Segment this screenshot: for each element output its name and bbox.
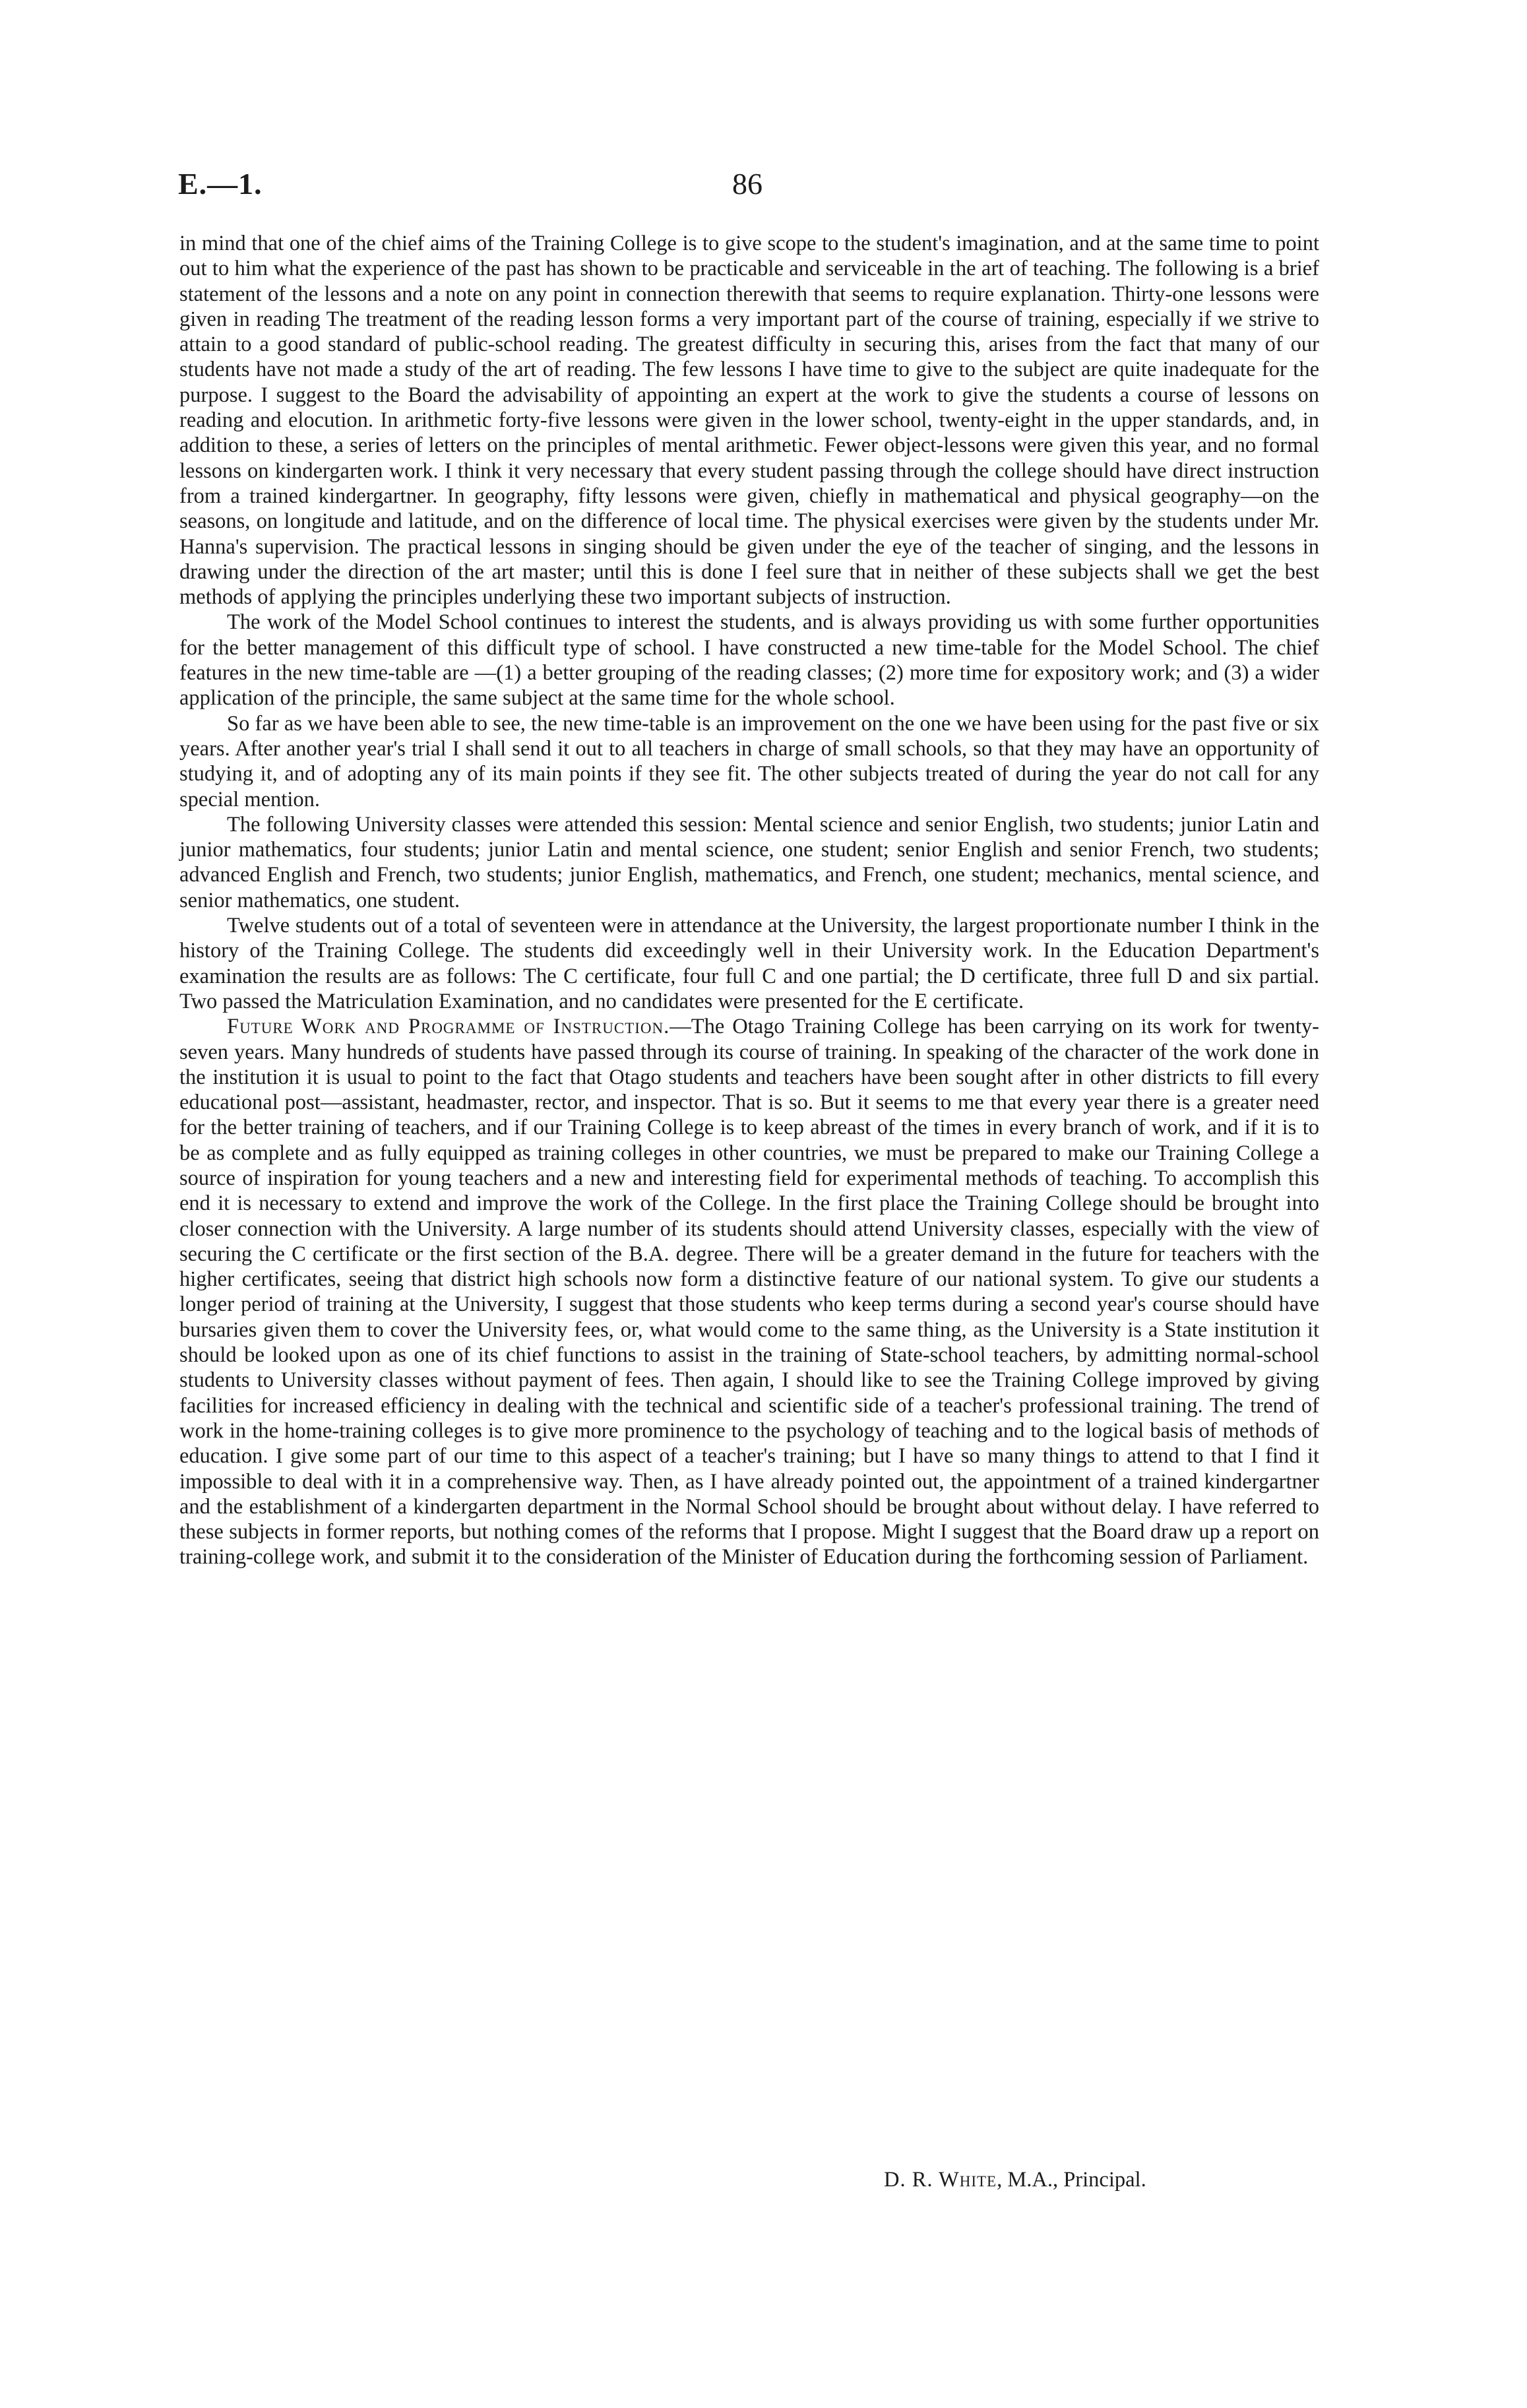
paragraph-time-table: So far as we have been able to see, the new time-table is an improvement on the one we have been using for the past five or six years. After another year's trial I shall send it out to all teachers in charge of small schools, so that they may have an opportunity of studying it, and of adopting any of its main points if they see fit. The other subjects treated of during the year do not call for any special mention. xyxy=(179,711,1319,811)
paragraph-future-work xyxy=(179,1014,1319,1570)
signature-line xyxy=(884,2168,1146,2192)
paragraph-lessons: in mind that one of the chief aims of the Training College is to give scope to the student's imagination, and at the same time to point out to him what the experience of the past has shown to be practicable and serviceable in the art of teaching. The following is a brief statement of the lessons and a note on any point in connection therewith that seems to require explanation. Thirty-one lessons were given in reading The treatment of the reading lesson forms a very important part of the course of training, especially if we strive to attain to a good standard of public-school reading. The greatest difficulty in securing this, arises from the fact that many of our students have not made a study of the art of reading. The few lessons I have time to give to the subject are quite inadequate for the purpose. I suggest to the Board the advisability of appointing an expert at the work to give the students a course of lessons on reading and elocution. In arithmetic forty-five lessons were given in the lower school, twenty-eight in the upper standards, and, in addition to these, a series of letters on the principles of mental arithmetic. Fewer object-lessons were given this year, and no formal lessons on kindergarten work. I think it very necessary that every student passing through the college should have direct instruction from a trained kindergartner. In geography, fifty lessons were given, chiefly in mathematical and physical geography—on the seasons, on longitude and latitude, and on the difference of local time. The physical exercises were given by the students under Mr. Hanna's supervision. The practical lessons in singing should be given under the eye of the teacher of singing, and the lessons in drawing under the direction of the art master; until this is done I feel sure that in neither of these subjects shall we get the best methods of applying the principles underlying these two important subjects of instruction. xyxy=(179,232,1319,610)
paragraph-university-classes: The following University classes were attended this session: Mental science and senior English, two students; junior Latin and junior mathematics, four students; junior Latin and mental science, one student; senior English and senior French, two students; advanced English and French, two students; junior English, mathematics, and French, one student; mechanics, mental science, and senior mathematics, one student. xyxy=(179,812,1319,912)
report-body xyxy=(179,231,1319,1570)
future-work-text: —The Otago Training College has been carrying on its work for twenty-seven years. Many hundreds of students have passed through its course of training. In speaking of the character of the work done in the institution it is usual to point to the fact that Otago students and teachers have been sought after in other districts to fill every educational post—assistant, headmaster, rector, and inspector. That is so. But it seems to me that every year there is a greater need for the better training of teachers, and if our Training College is to keep abreast of the times in every branch of work, and if it is to be as complete and as fully equipped as training colleges in other countries, we must be prepared to make our Training College a source of inspiration for young teachers and a new and interesting field for experimental methods of teaching. To accomplish this end it is necessary to extend and improve the work of the College. In the first place the Training College should be brought into closer connection with the University. A large number of its students should attend University classes, especially with the view of securing the C certificate or the first section of the B.A. degree. There will be a greater demand in the future for teachers with the higher certificates, seeing that district high schools now form a distinctive feature of our national system. To give our students a longer period of training at the University, I suggest that those students who keep terms during a second year's course should have bursaries given them to cover the University fees, or, what would come to the same thing, as the University is a State institution it should be looked upon as one of its chief functions to assist in the training of State-school teachers, by admitting normal-school students to University classes without payment of fees. Then again, I should like to see the Training College improved by giving facilities for increased efficiency in dealing with the technical and scientific side of a teacher's professional training. The trend of work in the home-training colleges is to give more prominence to the psychology of teaching and to the logical basis of methods of education. I give some part of our time to this aspect of a teacher's training; but I have so many things to attend to that I find it impossible to deal with it in a comprehensive way. Then, as I have already pointed out, the appointment of a trained kindergartner and the establishment of a kindergarten department in the Normal School should be brought about without delay. I have referred to these subjects in former reports, but nothing comes of the reforms that I propose. Might I suggest that the Board draw up a report on training-college work, and submit it to the consideration of the Minister of Education during the forthcoming session of Parliament. xyxy=(179,1015,1319,1569)
paragraph-model-school: The work of the Model School continues to interest the students, and is always providing us with some further opportunities for the better management of this difficult type of school. I have constructed a new time-table for the Model School. The chief features in the new time-table are —(1) a better grouping of the reading classes; (2) more time for expository work; and (3) a wider application of the principle, the same subject at the same time for the whole school. xyxy=(179,610,1319,711)
signature-name: D. R. White xyxy=(884,2168,997,2192)
paragraph-attendance-results: Twelve students out of a total of seventeen were in attendance at the University, the largest proportionate number I think in the history of the Training College. The students did exceedingly well in their University work. In the Education Department's examination the results are as follows: The C certificate, four full C and one partial; the D certificate, three full D and six partial. Two passed the Matriculation Examination, and no candidates were presented for the E certificate. xyxy=(179,914,1319,1013)
section-heading: Future Work and Programme of Instruction. xyxy=(227,1015,670,1039)
signature-title: , M.A., Principal. xyxy=(997,2168,1146,2192)
document-reference: E.—1. xyxy=(178,167,263,201)
page-number: 86 xyxy=(732,167,763,201)
